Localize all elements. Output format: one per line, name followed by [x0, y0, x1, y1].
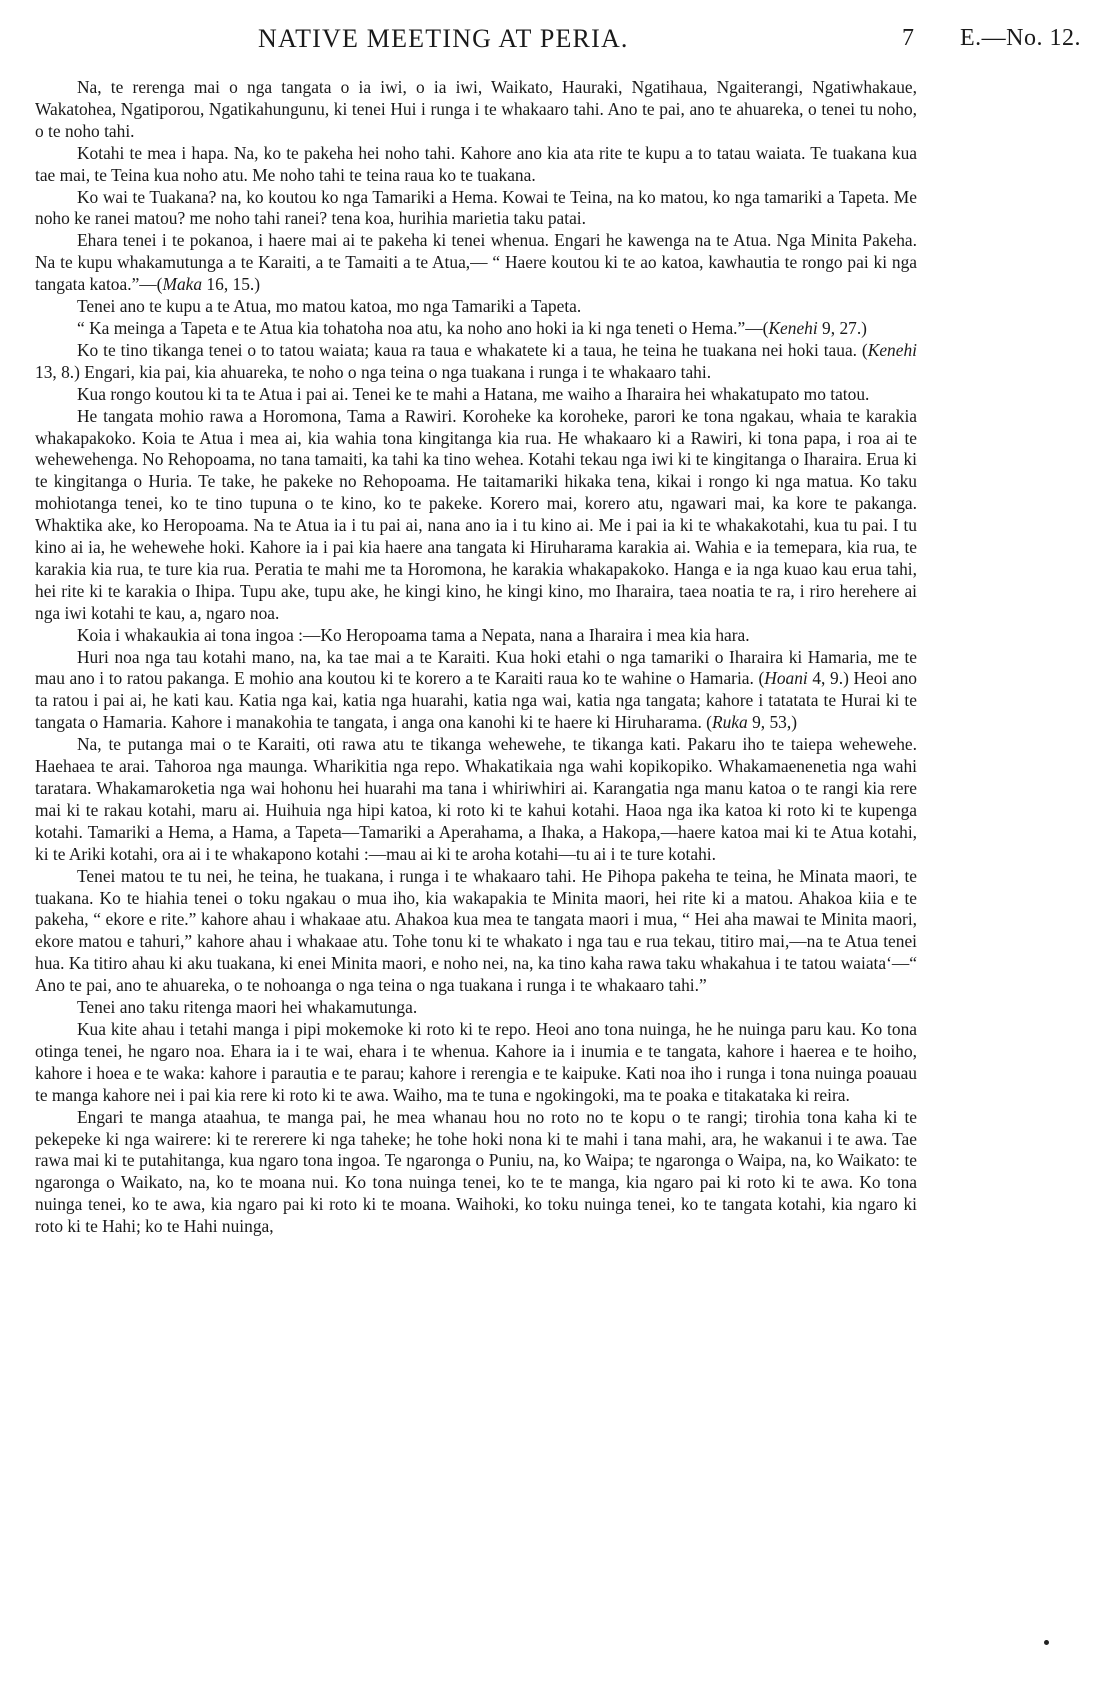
paragraph: Ko te tino tikanga tenei o to tatou waiata; kaua ra taua e whakatete ki a taua, he teina he tuakana nei hoki taua. (Kenehi 13, 8.) Engari, kia pai, kia ahuareka, te noho o nga teina o nga tuakana i runga i te whakaaro tahi. [35, 339, 917, 382]
scripture-book: Ruka [711, 712, 748, 733]
paragraph: Engari te manga ataahua, te manga pai, he mea whanau hou no roto no te kopu o te rangi; tirohia tona kaha ki te pekepeke ki nga wairere: ki te rererere ki nga taheke; he tohe hoki nona ki te mahi i tana mahi, ara, he wakanui i te awa. Tae rawa mai ki te putahitanga, kua ngaro tona ingoa. Te ngaronga o Puniu, na, ko Waipa; te ngaronga o Waipa, na, ko Waikato: te ngaronga o Waikato, na, ko te moana nui. Ko tona nuinga tenei, ko te te manga, kia ngaro pai ki roto ki te awa. Ko tona nuinga tenei, ko te awa, kia ngaro pai ki roto ki te moana. Waihoki, ko toku nuinga tenei, ko te tangata kotahi, kia ngaro ki roto ki te Hahi; ko te Hahi nuinga, [35, 1106, 917, 1237]
paper-reference: E.—No. 12. [960, 25, 1081, 51]
page-title: NATIVE MEETING AT PERIA. [258, 24, 629, 53]
document-body [35, 77, 917, 1238]
paragraph: Kotahi te mea i hapa. Na, ko te pakeha hei noho tahi. Kahore ano kia ata rite te kupu a to tatau waiata. Te tuakana kua tae mai, te Teina kua noho atu. Me noho tahi te teina raua ko te tuakana. [35, 142, 917, 185]
paragraph: Ehara tenei i te pokanoa, i haere mai ai te pakeha ki tenei whenua. Engari he kawenga na te Atua. Nga Minita Pakeha. Na te kupu whakamutunga a te Karaiti, a te Tamaiti a te Atua,— “ Haere koutou ki te ao katoa, kawhautia te rongo pai ki nga tangata katoa.”—(Maka 16, 15.) [35, 230, 917, 295]
paragraph: He tangata mohio rawa a Horomona, Tama a Rawiri. Koroheke ka koroheke, parori ke tona ngakau, whaia te karakia whakapakoko. Koia te Atua i mea ai, kia wahia tona kingitanga kia rua. He whakaaro ki a Rawiri, ki tona papa, i roa ai te wehewehenga. No Rehopoama, no tana tamaiti, ka tahi ka tino wehea. Kotahi tekau nga iwi ki te kingitanga o Iharaira. Erua ki te kingitanga o Huria. Te take, he pakeke no Rehopoama. He taitamariki hikaka tena, kikai i rongo ki nga matua. Ko taku mohiotanga tenei, ko te tino tupuna o te kino, ko te pakeke. Korero mai, korero atu, ngawari mai, ka kore te pakanga. Whaktika ake, ko Heropoama. Na te Atua ia i tu pai ai, nana ano ia i tu kino ai. Me i pai ia ki te whakakotahi, kua tu pai. I tu kino ai ia, he wehewehe hoki. Kahore ia i pai kia haere ana tangata ki Hiruharama karakia ai. Wahia e ia temepara, kia rua, te karakia kia rua, te ture kia rua. Peratia te mahi me ta Horomona, he karakia whakapakoko. Hanga e ia nga kuao kau erua tahi, hei rite ki te karakia o Ihipa. Tupu ake, tupu ake, he kingi kino, he kingi kino, mo Iharaira, taea noatia te ra, i riro herehere ai nga iwi kotahi te kau, a, ngaro noa. [35, 405, 917, 623]
scripture-book: Maka [162, 274, 203, 295]
page-header [0, 24, 1114, 64]
scripture-book: Hoani [764, 668, 808, 689]
paragraph: Ko wai te Tuakana? na, ko koutou ko nga Tamariki a Hema. Kowai te Teina, na ko matou, ko nga tamariki a Tapeta. Me noho ke ranei matou? me noho tahi ranei? tena koa, hurihia marietia taku patai. [35, 186, 917, 229]
paragraph: Koia i whakaukia ai tona ingoa :—Ko Heropoama tama a Nepata, nana a Iharaira i mea kia hara. [77, 624, 750, 645]
paragraph: “ Ka meinga a Tapeta e te Atua kia tohatoha noa atu, ka noho ano hoki ia ki nga teneti o Hema.”—(Kenehi 9, 27.) [77, 317, 867, 338]
paragraph: Na, te putanga mai o te Karaiti, oti rawa atu te tikanga wehewehe, te tikanga kati. Pakaru iho te taiepa wehewehe. Haehaea te arai. Tahoroa nga maunga. Wharikitia nga repo. Whakatikaia nga wahi kopikopiko. Whakamaenenetia nga wahi taratara. Whakamaroketia nga wai hohonu hei huarahi ma tana i whiriwhiri ai. Karangatia nga manu katoa o te rangi kia rere mai ki te rakau kotahi, maru ai. Huihuia nga hipi katoa, ki roto ki te kahui kotahi. Haoa nga ika katoa ki roto ki te kupenga kotahi. Tamariki a Hema, a Hama, a Tapeta—Tamariki a Aperahama, a Ihaka, a Hakopa,—haere katoa mai ki te Atua kotahi, ki te Ariki kotahi, ora ai i te whakapono kotahi :—mau ai ki te aroha kotahi—tu ai i te ture kotahi. [35, 734, 917, 864]
paragraph: Na, te rerenga mai o nga tangata o ia iwi, o ia iwi, Waikato, Hauraki, Ngatihaua, Ngaiterangi, Ngatiwhakaue, Wakatohea, Ngatiporou, Ngatikahungunu, ki tenei Hui i runga i te whakaaro tahi. Ano te pai, ano te ahuareka, o tenei tu noho, o te noho tahi. [35, 77, 917, 141]
paragraph: Tenei ano te kupu a te Atua, mo matou katoa, mo nga Tamariki a Tapeta. [77, 296, 582, 317]
paragraph: Tenei ano taku ritenga maori hei whakamutunga. [77, 997, 418, 1018]
paragraph: Huri noa nga tau kotahi mano, na, ka tae mai a te Karaiti. Kua hoki etahi o nga tamariki o Iharaira ki Hamaria, me te mau ano i to ratou pakanga. E mohio ana koutou ki te korero a te Karaiti raua ko te wahine o Hamaria. (Hoani 4, 9.) Heoi ano ta ratou i pai ai, he kati kau. Katia nga kai, katia nga huarahi, katia nga wai, katia nga tangata; kahore i tatatata te Hurai ki te tangata o Hamaria. Kahore i manakohia te tangata, i anga ona kanohi ki te haere ki Hiruharama. (Ruka 9, 53,) [35, 646, 917, 733]
paragraph: Kua kite ahau i tetahi manga i pipi mokemoke ki roto ki te repo. Heoi ano tona nuinga, he he nuinga paru kau. Ko tona otinga tenei, he ngaro noa. Ehara ia i te wai, ehara i te whenua. Kahore ia i inumia e te tangata, kahore i haerea e te hoiho, kahore i hoea e te waka: kahore i parautia e te parau; kahore i rerengia e te kaipuke. Kati noa iho i runga i tona nuinga poauau te manga kahore nei i pai kia rere ki roto ki te awa. Waiho, ma te tuna e ngokingoki, ma te poaka e titakataka ki reira. [35, 1018, 917, 1105]
scripture-book: Kenehi [768, 317, 818, 338]
ink-speck [1044, 1640, 1049, 1645]
paragraph: Kua rongo koutou ki ta te Atua i pai ai. Tenei ke te mahi a Hatana, me waiho a Iharaira hei whakatupato mo tatou. [77, 383, 870, 404]
page-number: 7 [902, 25, 914, 51]
paragraph: Tenei matou te tu nei, he teina, he tuakana, i runga i te whakaaro tahi. He Pihopa pakeha te teina, he Minata maori, te tuakana. Ko te hiahia tenei o toku ngakau o mua iho, kia wakapakia te Minita maori, hei rite ki a matou. Ahakoa kiia e te pakeha, “ ekore e rite.” kahore ahau i whakaae atu. Ahakoa kua mea te tangata maori i mua, “ Hei aha mawai te Minita maori, ekore matou e tahuri,” kahore ahau i whakaae atu. Tohe tonu ki te whakato i nga tau e rua tekau, titiro mai,—na te Atua tenei hua. Ka titiro ahau ki aku tuakana, ki enei Minita maori, e noho nei, na, ka tino kaha rawa taku whakahua i te tatou waiata‘—“ Ano te pai, ano te ahuareka, o te nohoanga o nga teina o nga tuakana i runga i te whakaaro tahi.” [35, 865, 917, 996]
scripture-book: Kenehi [867, 339, 917, 360]
